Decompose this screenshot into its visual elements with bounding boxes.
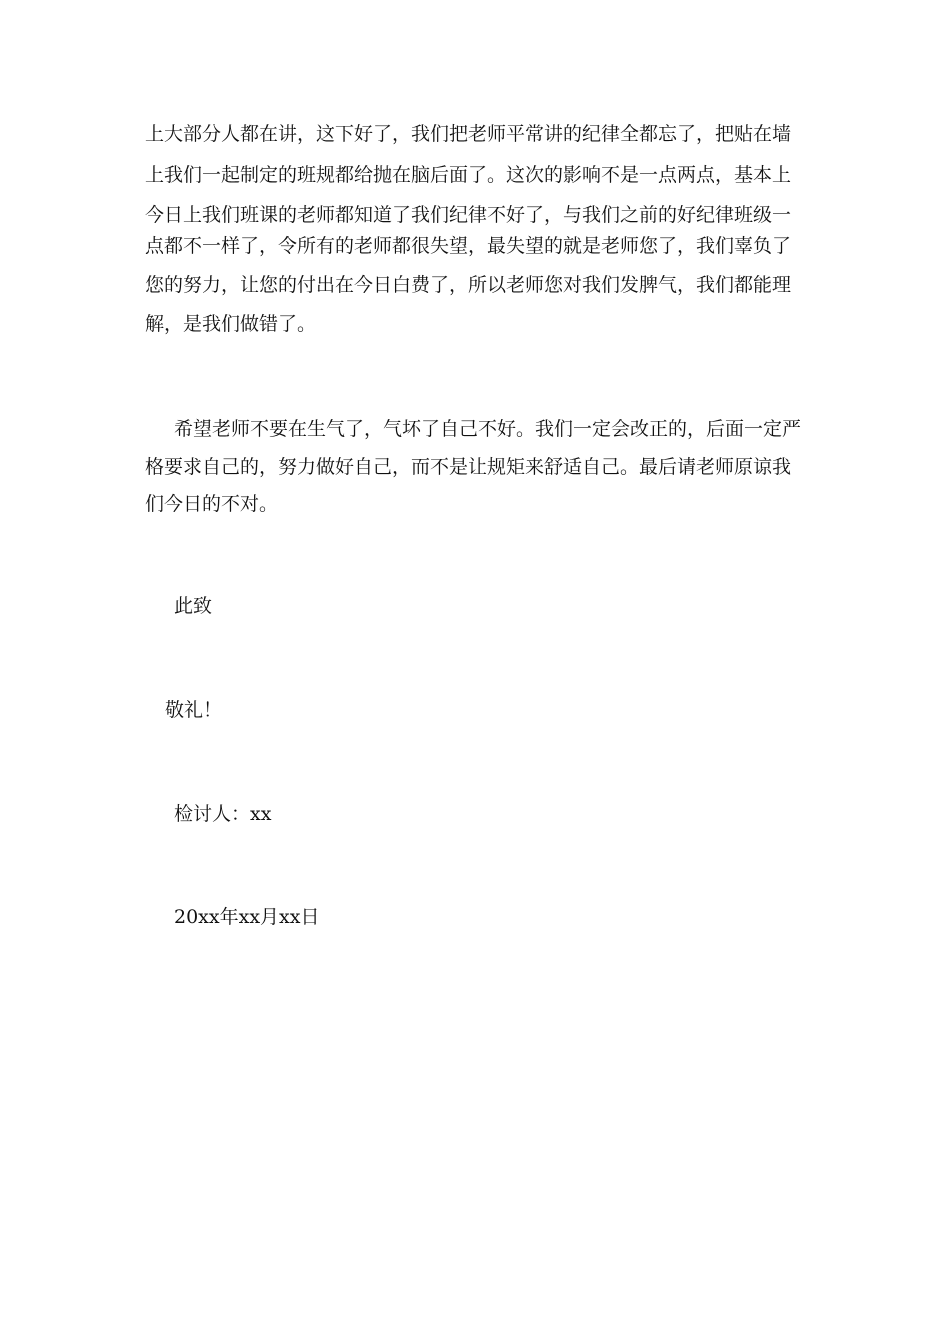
- paragraph-1-line: 点都不一样了，令所有的老师都很失望，最失望的就是老师您了，我们辜负了: [145, 235, 792, 257]
- paragraph-2-line: 希望老师不要在生气了，气坏了自己不好。我们一定会改正的，后面一定严: [174, 418, 802, 440]
- paragraph-1-line: 上大部分人都在讲，这下好了，我们把老师平常讲的纪律全都忘了，把贴在墙: [145, 123, 792, 145]
- paragraph-1-line: 解，是我们做错了。: [145, 313, 317, 335]
- document-date: 20xx年xx月xx日: [174, 906, 320, 928]
- paragraph-2-line: 们今日的不对。: [145, 493, 279, 515]
- paragraph-2-line: 格要求自己的，努力做好自己，而不是让规矩来舒适自己。最后请老师原谅我: [145, 456, 792, 478]
- paragraph-1-line: 今日上我们班课的老师都知道了我们纪律不好了，与我们之前的好纪律班级一: [145, 204, 792, 226]
- closing-regards: 敬礼！: [165, 699, 223, 721]
- author-signature: 检讨人：xx: [174, 803, 272, 825]
- closing-salutation: 此致: [174, 595, 213, 617]
- paragraph-1-line: 上我们一起制定的班规都给抛在脑后面了。这次的影响不是一点两点，基本上: [145, 164, 792, 186]
- paragraph-1-line: 您的努力，让您的付出在今日白费了，所以老师您对我们发脾气，我们都能理: [145, 274, 792, 296]
